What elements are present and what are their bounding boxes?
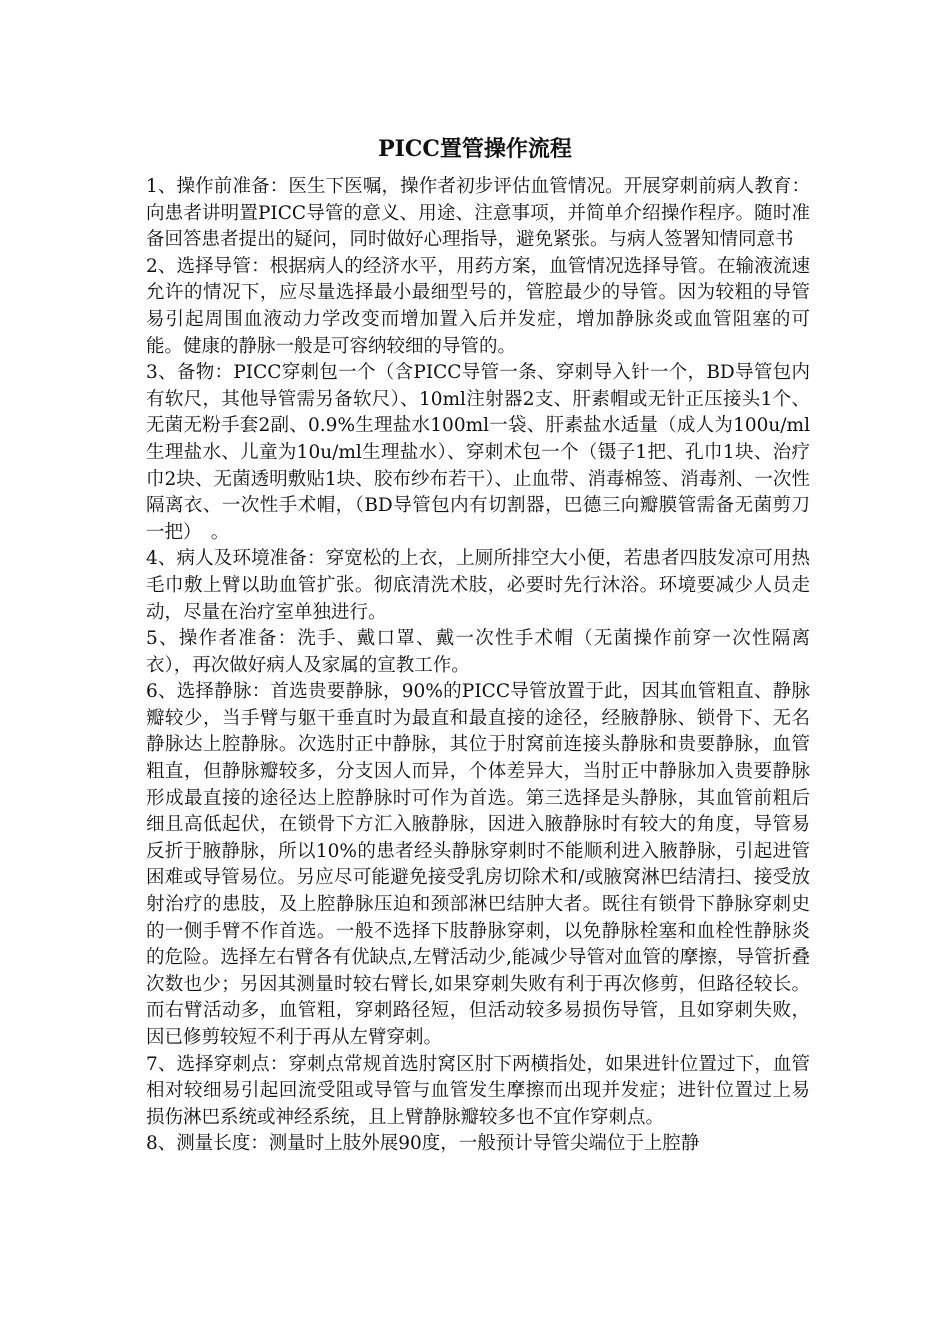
paragraph-step-3: 3、备物：PICC穿刺包一个（含PICC导管一条、穿刺导入针一个，BD导管包内有软尺，其他导管需另备软尺）、10ml注射器2支、肝素帽或无针正压接头1个、无菌无粉手套2副、0.9%生理盐水100ml一袋、肝素盐水适量（成人为100u/ml生理盐水、儿童为10u/ml生理盐水）、穿刺术包一个（镊子1把、孔巾1块、治疗巾2块、无菌透明敷贴1块、胶布纱布若干）、止血带、消毒棉签、消毒剂、一次性隔离衣、一次性手术帽，（BD导管包内有切割器，巴德三向瓣膜管需备无菌剪刀一把） 。 [146, 362, 810, 543]
document-body [146, 174, 810, 1158]
paragraph-step-5: 5、操作者准备：洗手、戴口罩、戴一次性手术帽（无菌操作前穿一次性隔离衣），再次做好病人及家属的宣教工作。 [146, 628, 810, 676]
paragraph-step-1: 1、操作前准备：医生下医嘱，操作者初步评估血管情况。开展穿刺前病人教育：向患者讲明置PICC导管的意义、用途、注意事项，并简单介绍操作程序。随时准备回答患者提出的疑问，同时做好心理指导，避免紧张。与病人签署知情同意书 [146, 176, 810, 251]
paragraph-step-6: 6、选择静脉：首选贵要静脉，90%的PICC导管放置于此，因其血管粗直、静脉瓣较少，当手臂与躯干垂直时为最直和最直接的途径，经腋静脉、锁骨下、无名静脉达上腔静脉。次选肘正中静脉，其位于肘窝前连接头静脉和贵要静脉，血管粗直，但静脉瓣较多，分支因人而异，个体差异大，当肘正中静脉加入贵要静脉形成最直接的途径达上腔静脉时可作为首选。第三选择是头静脉，其血管前粗后细且高低起伏，在锁骨下方汇入腋静脉，因进入腋静脉时有较大的角度，导管易反折于腋静脉，所以10%的患者经头静脉穿刺时不能顺利进入腋静脉，引起进管困难或导管易位。另应尽可能避免接受乳房切除术和/或腋窝淋巴结清扫、接受放射治疗的患肢，及上腔静脉压迫和颈部淋巴结肿大者。既往有锁骨下静脉穿刺史的一侧手臂不作首选。一般不选择下肢静脉穿刺，以免静脉栓塞和血栓性静脉炎的危险。选择左右臂各有优缺点,左臂活动少,能减少导管对血管的摩擦，导管折叠次数也少；另因其测量时较右臂长,如果穿刺失败有利于再次修剪，但路径较长。而右臂活动多，血管粗，穿刺路径短，但活动较多易损伤导管，且如穿刺失败，因已修剪较短不利于再从左臂穿刺。 [146, 681, 810, 1048]
paragraph-step-7: 7、选择穿刺点：穿刺点常规首选肘窝区肘下两横指处，如果进针位置过下，血管相对较细易引起回流受阻或导管与血管发生摩擦而出现并发症；进针位置过上易损伤淋巴系统或神经系统，且上臂静脉瓣较多也不宜作穿刺点。 [146, 1053, 810, 1128]
paragraph-step-8: 8、测量长度：测量时上肢外展90度，一般预计导管尖端位于上腔静 [146, 1133, 700, 1155]
paragraph-step-2: 2、选择导管：根据病人的经济水平，用药方案，血管情况选择导管。在输液流速允许的情况下，应尽量选择最小最细型号的，管腔最少的导管。因为较粗的导管易引起周围血液动力学改变而增加置入后并发症，增加静脉炎或血管阻塞的可能。健康的静脉一般是可容纳较细的导管的。 [146, 255, 810, 357]
document-title: PICC置管操作流程 [378, 136, 572, 162]
paragraph-step-4: 4、病人及环境准备：穿宽松的上衣，上厕所排空大小便，若患者四肢发凉可用热毛巾敷上臂以助血管扩张。彻底清洗术肢，必要时先行沐浴。环境要减少人员走动，尽量在治疗室单独进行。 [146, 548, 810, 623]
